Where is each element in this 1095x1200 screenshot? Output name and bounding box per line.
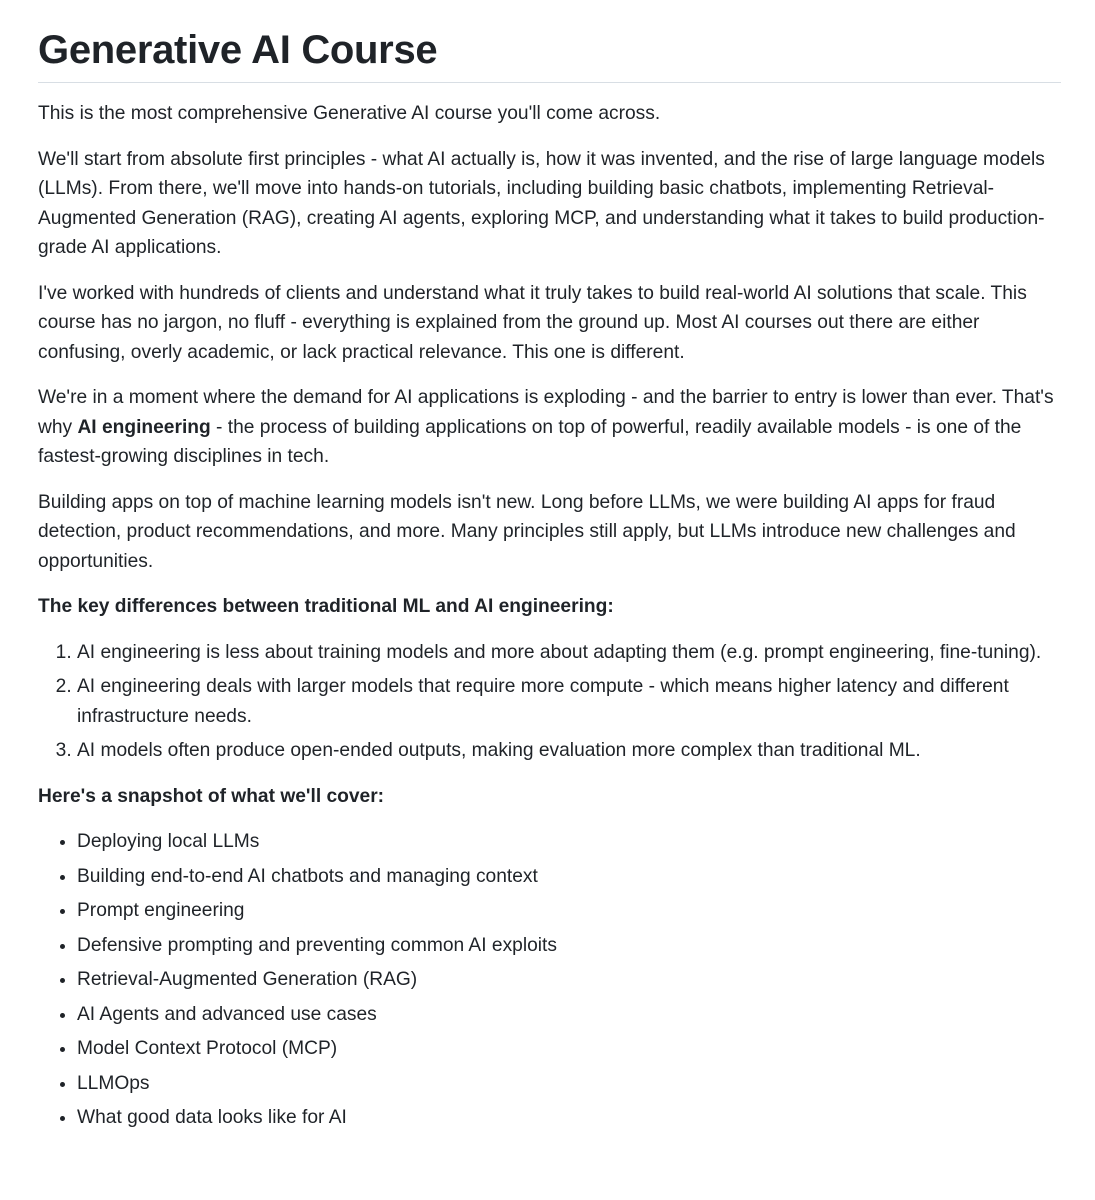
list-item: 3. AI models often produce open-ended outputs, making evaluation more complex than traditional ML.: [77, 736, 1061, 766]
list-item: • Defensive prompting and preventing common AI exploits: [77, 931, 1061, 961]
intro-paragraph: This is the most comprehensive Generative AI course you'll come across.: [38, 103, 661, 124]
list-item: • Building end-to-end AI chatbots and managing context: [77, 862, 1061, 892]
ml-history-paragraph: Building apps on top of machine learning models isn't new. Long before LLMs, we were building AI apps for fraud detection, product recommendations, and more. Many principles still apply, but LLMs introduce new challenges and opportunities.: [38, 491, 1016, 572]
list-item: • AI Agents and advanced use cases: [77, 1000, 1061, 1030]
list-item: • Model Context Protocol (MCP): [77, 1034, 1061, 1064]
differences-heading: [38, 592, 1061, 622]
cover-list: [38, 827, 1061, 1133]
list-item: 2. AI engineering deals with larger models that require more compute - which means higher latency and different infrastructure needs.: [77, 672, 1061, 731]
experience-paragraph: I've worked with hundreds of clients and understand what it truly takes to build real-world AI solutions that scale. This course has no jargon, no fluff - everything is explained from the ground up. Most AI courses out there are either confusing, overly academic, or lack practical relevance. This one is different.: [38, 282, 1027, 363]
first-principles-paragraph: We'll start from absolute first principles - what AI actually is, how it was invented, and the rise of large language models (LLMs). From there, we'll move into hands-on tutorials, including building basic chatbots, implementing Retrieval-Augmented Generation (RAG), creating AI agents, exploring MCP, and understanding what it takes to build production-grade AI applications.: [38, 148, 1045, 258]
differences-list: [38, 638, 1061, 766]
page-title: Generative AI Course: [38, 26, 1061, 83]
list-item: • Prompt engineering: [77, 896, 1061, 926]
list-item: • Retrieval-Augmented Generation (RAG): [77, 965, 1061, 995]
list-item: • LLMOps: [77, 1069, 1061, 1099]
cover-heading: [38, 782, 1061, 812]
cover-heading-text: Here's a snapshot of what we'll cover:: [38, 785, 385, 807]
list-item: 1. AI engineering is less about training models and more about adapting them (e.g. prompt engineering, fine-tuning).: [77, 638, 1061, 668]
list-item: • What good data looks like for AI: [77, 1103, 1061, 1133]
list-item: • Deploying local LLMs: [77, 827, 1061, 857]
paragraph-text-after: - the process of building applications on top of powerful, readily available models - is one of the fastest-growing disciplines in tech.: [38, 416, 1022, 467]
differences-heading-text: The key differences between traditional ML and AI engineering:: [38, 596, 614, 617]
paragraph-text-before: We're in a moment where the demand for AI applications is exploding - and the barrier to entry is lower than ever. That's why: [38, 387, 1054, 438]
ai-engineering-paragraph: [38, 383, 1061, 472]
ai-engineering-bold: AI engineering: [77, 416, 211, 438]
